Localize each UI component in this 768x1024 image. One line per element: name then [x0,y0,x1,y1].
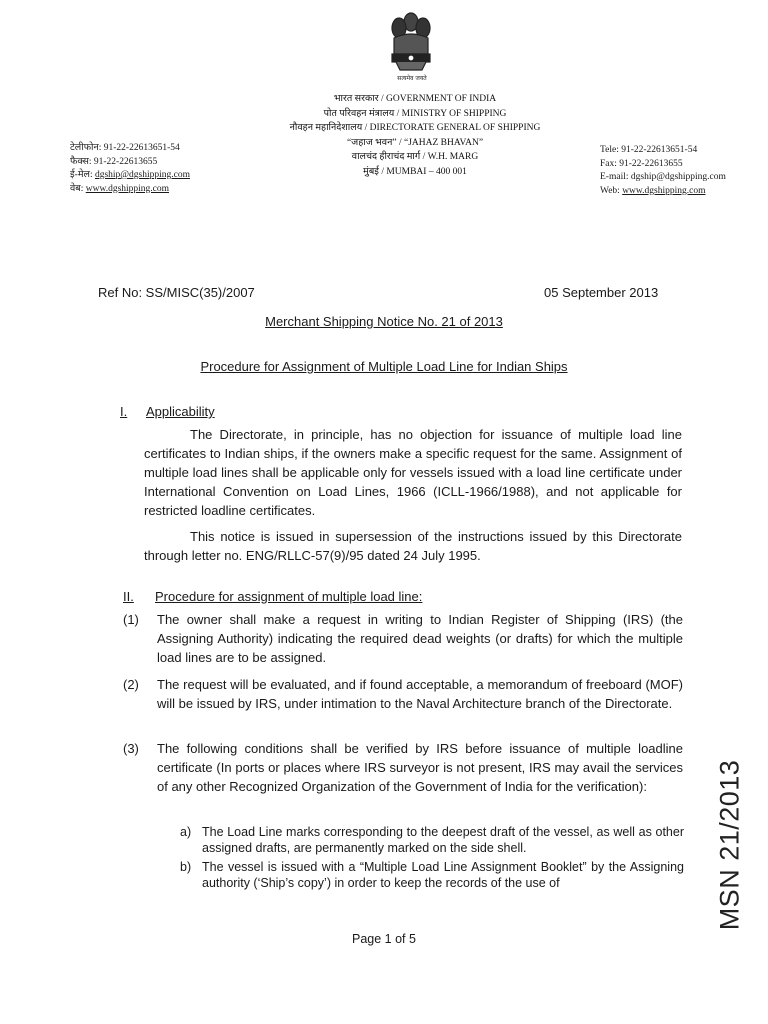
web-link[interactable]: www.dgshipping.com [622,185,706,196]
notice-date: 05 September 2013 [544,285,659,300]
letterhead-center [250,92,580,180]
item-text: The request will be evaluated, and if found acceptable, a memorandum of freeboard (MOF) will be issued by IRS, under intimation to the Naval Architecture branch of the Directorate. [157,677,683,711]
web-link[interactable]: www.dgshipping.com [85,183,170,194]
fax-english: Fax: 91-22-22613655 [600,158,683,169]
letterhead-contact-hindi [70,142,250,196]
web-label: वेब: [70,183,86,194]
letterhead-line: पोत परिवहन मंत्रालय / MINISTRY OF SHIPPING [323,108,507,119]
item-number: (3) [123,741,139,756]
email-link[interactable]: dgship@dgshipping.com [94,170,191,180]
email-hindi [70,169,250,183]
list-item [123,610,683,667]
letterhead-contact-english [600,144,765,198]
letterhead-line: भारत सरकार / GOVERNMENT OF INDIA [333,94,497,104]
paragraph-text: This notice is issued in supersession of the instructions issued by this Directorate through letter no. ENG/RLLC-57(9)/95 dated 24 July 1995. [144,529,682,563]
procedure-title: Procedure for Assignment of Multiple Load Line for Indian Ships [200,359,568,374]
letterhead-line: मुंबई / MUMBAI – 400 001 [363,166,467,177]
web-label: Web: [600,185,623,196]
section-number: II. [123,589,134,604]
sub-list-item [180,859,684,891]
paragraph-text: The Directorate, in principle, has no objection for issuance of multiple load line certificates to Indian ships, if the owners make a specific request for the same. Assignment of multiple load lines shall be applicable only for vessels issued with a load line certificate under International Convention on Load Lines, 1966 (ICLL-1966/1988), and not applicable for restricted loadline certificates. [144,427,682,518]
phone-hindi: टेलीफोन: 91-22-22613651-54 [70,143,180,153]
fax-hindi: फैक्स: 91-22-22613655 [70,156,158,167]
item-text: The following conditions shall be verified by IRS before issuance of multiple loadline certificate (In ports or places where IRS surveyor is not present, IRS may avail the services of any other Recognized Organization of the Government of India for the verification): [157,741,683,794]
stamp-text: MSN 21/2013 [714,759,745,931]
page-number: Page 1 of 5 [352,932,416,946]
email-english: E-mail: dgship@dgshipping.com [600,172,726,182]
letterhead-line: “जहाज भवन” / “JAHAZ BHAVAN” [346,137,484,148]
list-item [123,739,683,796]
reference-number: Ref No: SS/MISC(35)/2007 [98,285,255,300]
list-item [123,675,683,713]
msn-stamp [712,759,748,931]
section-number: I. [120,404,128,419]
phone-english: Tele: 91-22-22613651-54 [600,145,698,155]
emblem-motto: सत्यमेव जयते [397,75,427,82]
applicability-paragraph-1 [144,425,682,520]
section-title: Applicability [146,404,215,419]
email-label: ई-मेल: [70,170,95,180]
notice-title: Merchant Shipping Notice No. 21 of 2013 [265,314,503,329]
section-heading-procedure [123,589,422,604]
web-hindi [70,183,250,197]
item-number: (1) [123,612,139,627]
letterhead-line: वालचंद हीराचंद मार्ग / W.H. MARG [351,152,479,163]
item-text: The owner shall make a request in writing to Indian Register of Shipping (IRS) (the Assigning Authority) indicating the required dead weights (or drafts) for which the multiple load lines are to be assigned. [157,612,683,665]
sub-item-text: The vessel is issued with a “Multiple Load Line Assignment Booklet” by the Assigning authority (‘Ship’s copy’) in order to keep the records of the use of [202,860,684,890]
sub-list-item [180,824,684,856]
web-english [600,185,765,199]
sub-item-text: The Load Line marks corresponding to the deepest draft of the vessel, as well as other assigned drafts, are permanently marked on the side shell. [202,825,684,855]
section-title: Procedure for assignment of multiple load line: [155,589,423,604]
sub-item-letter: b) [180,860,192,874]
item-number: (2) [123,677,139,692]
letterhead-line: नौवहन महानिदेशालय / DIRECTORATE GENERAL OF SHIPPING [289,123,541,134]
section-heading-applicability [120,404,215,419]
sub-item-letter: a) [180,825,192,839]
applicability-paragraph-2 [144,527,682,565]
